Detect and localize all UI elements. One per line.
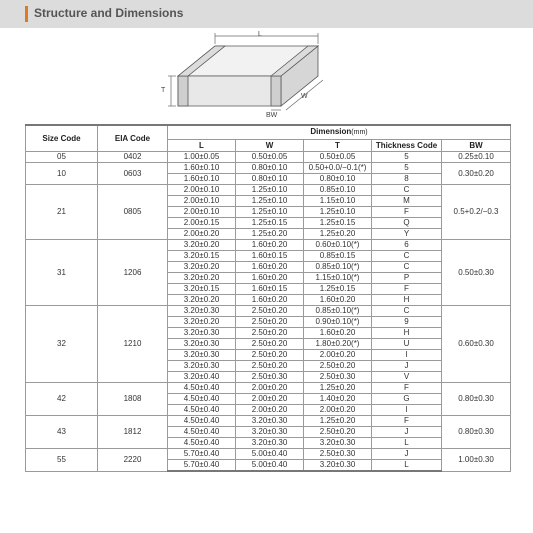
thickness-code-cell: 5 bbox=[372, 152, 442, 163]
thickness-code-cell: L bbox=[372, 438, 442, 449]
bw-cell: 0.80±0.30 bbox=[442, 383, 511, 416]
t-cell: 1.60±0.20 bbox=[304, 295, 372, 306]
eia-code-cell: 0603 bbox=[98, 163, 168, 185]
l-cell: 2.00±0.10 bbox=[168, 196, 236, 207]
t-cell: 1.15±0.10(*) bbox=[304, 273, 372, 284]
table-row bbox=[26, 416, 511, 427]
eia-code-cell: 1808 bbox=[98, 383, 168, 416]
w-cell: 3.20±0.30 bbox=[236, 416, 304, 427]
w-cell: 5.00±0.40 bbox=[236, 460, 304, 472]
t-cell: 2.50±0.20 bbox=[304, 427, 372, 438]
thickness-code-cell: 5 bbox=[372, 163, 442, 174]
t-cell: 0.85±0.15 bbox=[304, 251, 372, 262]
l-cell: 5.70±0.40 bbox=[168, 449, 236, 460]
w-cell: 3.20±0.30 bbox=[236, 427, 304, 438]
l-cell: 1.00±0.05 bbox=[168, 152, 236, 163]
capacitor-diagram bbox=[158, 30, 328, 118]
t-cell: 0.50+0.0/−0.1(*) bbox=[304, 163, 372, 174]
w-cell: 2.00±0.20 bbox=[236, 383, 304, 394]
bw-cell: 0.25±0.10 bbox=[442, 152, 511, 163]
header-w: W bbox=[236, 140, 304, 152]
t-cell: 2.50±0.30 bbox=[304, 449, 372, 460]
w-cell: 2.00±0.20 bbox=[236, 405, 304, 416]
w-cell: 3.20±0.30 bbox=[236, 438, 304, 449]
bw-cell: 0.30±0.20 bbox=[442, 163, 511, 185]
thickness-code-cell: U bbox=[372, 339, 442, 350]
w-cell: 2.50±0.20 bbox=[236, 306, 304, 317]
thickness-code-cell: F bbox=[372, 383, 442, 394]
table-row bbox=[26, 306, 511, 317]
w-cell: 0.80±0.10 bbox=[236, 174, 304, 185]
l-cell: 4.50±0.40 bbox=[168, 416, 236, 427]
size-code-cell: 31 bbox=[26, 240, 98, 306]
header-accent-bar bbox=[25, 6, 28, 22]
size-code-cell: 10 bbox=[26, 163, 98, 185]
t-cell: 1.25±0.20 bbox=[304, 383, 372, 394]
w-cell: 1.60±0.15 bbox=[236, 284, 304, 295]
thickness-code-cell: H bbox=[372, 295, 442, 306]
t-cell: 0.50±0.05 bbox=[304, 152, 372, 163]
table-row bbox=[26, 152, 511, 163]
thickness-code-cell: Y bbox=[372, 229, 442, 240]
t-cell: 0.80±0.10 bbox=[304, 174, 372, 185]
l-cell: 3.20±0.20 bbox=[168, 317, 236, 328]
eia-code-cell: 1206 bbox=[98, 240, 168, 306]
w-cell: 1.60±0.20 bbox=[236, 273, 304, 284]
thickness-code-cell: G bbox=[372, 394, 442, 405]
size-code-cell: 42 bbox=[26, 383, 98, 416]
thickness-code-cell: F bbox=[372, 416, 442, 427]
l-cell: 3.20±0.30 bbox=[168, 361, 236, 372]
l-cell: 3.20±0.15 bbox=[168, 284, 236, 295]
w-cell: 2.00±0.20 bbox=[236, 394, 304, 405]
l-cell: 3.20±0.20 bbox=[168, 273, 236, 284]
thickness-code-cell: I bbox=[372, 405, 442, 416]
t-cell: 2.00±0.20 bbox=[304, 405, 372, 416]
label-T: T bbox=[161, 87, 166, 94]
l-cell: 4.50±0.40 bbox=[168, 394, 236, 405]
eia-code-cell: 0402 bbox=[98, 152, 168, 163]
t-cell: 2.50±0.30 bbox=[304, 372, 372, 383]
l-cell: 2.00±0.10 bbox=[168, 207, 236, 218]
t-cell: 1.15±0.10 bbox=[304, 196, 372, 207]
header-l: L bbox=[168, 140, 236, 152]
l-cell: 2.00±0.15 bbox=[168, 218, 236, 229]
l-cell: 1.60±0.10 bbox=[168, 174, 236, 185]
l-cell: 3.20±0.20 bbox=[168, 295, 236, 306]
bw-cell: 0.5+0.2/−0.3 bbox=[442, 185, 511, 240]
thickness-code-cell: J bbox=[372, 361, 442, 372]
l-cell: 4.50±0.40 bbox=[168, 405, 236, 416]
l-cell: 4.50±0.40 bbox=[168, 438, 236, 449]
t-cell: 1.25±0.10 bbox=[304, 207, 372, 218]
l-cell: 4.50±0.40 bbox=[168, 427, 236, 438]
w-cell: 1.60±0.20 bbox=[236, 295, 304, 306]
size-code-cell: 21 bbox=[26, 185, 98, 240]
t-cell: 0.85±0.10(*) bbox=[304, 306, 372, 317]
eia-code-cell: 1210 bbox=[98, 306, 168, 383]
t-cell: 0.85±0.10(*) bbox=[304, 262, 372, 273]
l-cell: 1.60±0.10 bbox=[168, 163, 236, 174]
table-row bbox=[26, 185, 511, 196]
thickness-code-cell: 8 bbox=[372, 174, 442, 185]
w-cell: 1.25±0.20 bbox=[236, 229, 304, 240]
size-code-cell: 32 bbox=[26, 306, 98, 383]
thickness-code-cell: H bbox=[372, 328, 442, 339]
section-title: Structure and Dimensions bbox=[34, 6, 184, 20]
section-header bbox=[0, 0, 533, 28]
t-cell: 0.60±0.10(*) bbox=[304, 240, 372, 251]
thickness-code-cell: C bbox=[372, 262, 442, 273]
bw-cell: 1.00±0.30 bbox=[442, 449, 511, 472]
l-cell: 3.20±0.20 bbox=[168, 240, 236, 251]
t-cell: 2.50±0.20 bbox=[304, 361, 372, 372]
w-cell: 0.50±0.05 bbox=[236, 152, 304, 163]
label-BW: BW bbox=[266, 112, 278, 118]
t-cell: 1.40±0.20 bbox=[304, 394, 372, 405]
thickness-code-cell: P bbox=[372, 273, 442, 284]
thickness-code-cell: C bbox=[372, 185, 442, 196]
l-cell: 3.20±0.30 bbox=[168, 339, 236, 350]
thickness-code-cell: M bbox=[372, 196, 442, 207]
dimensions-table bbox=[25, 124, 511, 472]
size-code-cell: 05 bbox=[26, 152, 98, 163]
size-code-cell: 43 bbox=[26, 416, 98, 449]
w-cell: 1.25±0.10 bbox=[236, 196, 304, 207]
l-cell: 3.20±0.30 bbox=[168, 350, 236, 361]
header-thickness-code: Thickness Code bbox=[372, 140, 442, 152]
thickness-code-cell: 9 bbox=[372, 317, 442, 328]
thickness-code-cell: C bbox=[372, 251, 442, 262]
table-row bbox=[26, 240, 511, 251]
w-cell: 1.60±0.15 bbox=[236, 251, 304, 262]
table-row bbox=[26, 449, 511, 460]
w-cell: 5.00±0.40 bbox=[236, 449, 304, 460]
thickness-code-cell: C bbox=[372, 306, 442, 317]
eia-code-cell: 2220 bbox=[98, 449, 168, 472]
t-cell: 1.25±0.15 bbox=[304, 218, 372, 229]
w-cell: 2.50±0.20 bbox=[236, 328, 304, 339]
table-row bbox=[26, 163, 511, 174]
w-cell: 0.80±0.10 bbox=[236, 163, 304, 174]
header-t: T bbox=[304, 140, 372, 152]
t-cell: 1.80±0.20(*) bbox=[304, 339, 372, 350]
w-cell: 1.60±0.20 bbox=[236, 262, 304, 273]
label-L: L bbox=[258, 31, 262, 38]
thickness-code-cell: V bbox=[372, 372, 442, 383]
thickness-code-cell: F bbox=[372, 284, 442, 295]
header-eia-code: EIA Code bbox=[98, 125, 168, 152]
thickness-code-cell: J bbox=[372, 427, 442, 438]
t-cell: 1.25±0.20 bbox=[304, 416, 372, 427]
header-bw: BW bbox=[442, 140, 511, 152]
thickness-code-cell: L bbox=[372, 460, 442, 472]
eia-code-cell: 0805 bbox=[98, 185, 168, 240]
t-cell: 1.60±0.20 bbox=[304, 328, 372, 339]
thickness-code-cell: Q bbox=[372, 218, 442, 229]
w-cell: 1.25±0.15 bbox=[236, 218, 304, 229]
l-cell: 3.20±0.15 bbox=[168, 251, 236, 262]
t-cell: 3.20±0.30 bbox=[304, 460, 372, 472]
l-cell: 4.50±0.40 bbox=[168, 383, 236, 394]
thickness-code-cell: F bbox=[372, 207, 442, 218]
l-cell: 5.70±0.40 bbox=[168, 460, 236, 472]
label-W: W bbox=[301, 93, 308, 100]
size-code-cell: 55 bbox=[26, 449, 98, 472]
t-cell: 1.25±0.15 bbox=[304, 284, 372, 295]
w-cell: 2.50±0.20 bbox=[236, 361, 304, 372]
w-cell: 2.50±0.30 bbox=[236, 372, 304, 383]
t-cell: 3.20±0.30 bbox=[304, 438, 372, 449]
thickness-code-cell: 6 bbox=[372, 240, 442, 251]
t-cell: 0.90±0.10(*) bbox=[304, 317, 372, 328]
bw-cell: 0.60±0.30 bbox=[442, 306, 511, 383]
w-cell: 2.50±0.20 bbox=[236, 339, 304, 350]
l-cell: 3.20±0.20 bbox=[168, 262, 236, 273]
t-cell: 1.25±0.20 bbox=[304, 229, 372, 240]
w-cell: 2.50±0.20 bbox=[236, 350, 304, 361]
l-cell: 2.00±0.10 bbox=[168, 185, 236, 196]
l-cell: 3.20±0.30 bbox=[168, 306, 236, 317]
thickness-code-cell: J bbox=[372, 449, 442, 460]
t-cell: 0.85±0.10 bbox=[304, 185, 372, 196]
bw-cell: 0.80±0.30 bbox=[442, 416, 511, 449]
bw-cell: 0.50±0.30 bbox=[442, 240, 511, 306]
t-cell: 2.00±0.20 bbox=[304, 350, 372, 361]
table-row bbox=[26, 383, 511, 394]
header-dimension: Dimension(mm) bbox=[168, 125, 511, 140]
thickness-code-cell: I bbox=[372, 350, 442, 361]
w-cell: 1.25±0.10 bbox=[236, 207, 304, 218]
l-cell: 3.20±0.30 bbox=[168, 328, 236, 339]
w-cell: 2.50±0.20 bbox=[236, 317, 304, 328]
eia-code-cell: 1812 bbox=[98, 416, 168, 449]
w-cell: 1.60±0.20 bbox=[236, 240, 304, 251]
l-cell: 2.00±0.20 bbox=[168, 229, 236, 240]
header-size-code: Size Code bbox=[26, 125, 98, 152]
l-cell: 3.20±0.40 bbox=[168, 372, 236, 383]
w-cell: 1.25±0.10 bbox=[236, 185, 304, 196]
